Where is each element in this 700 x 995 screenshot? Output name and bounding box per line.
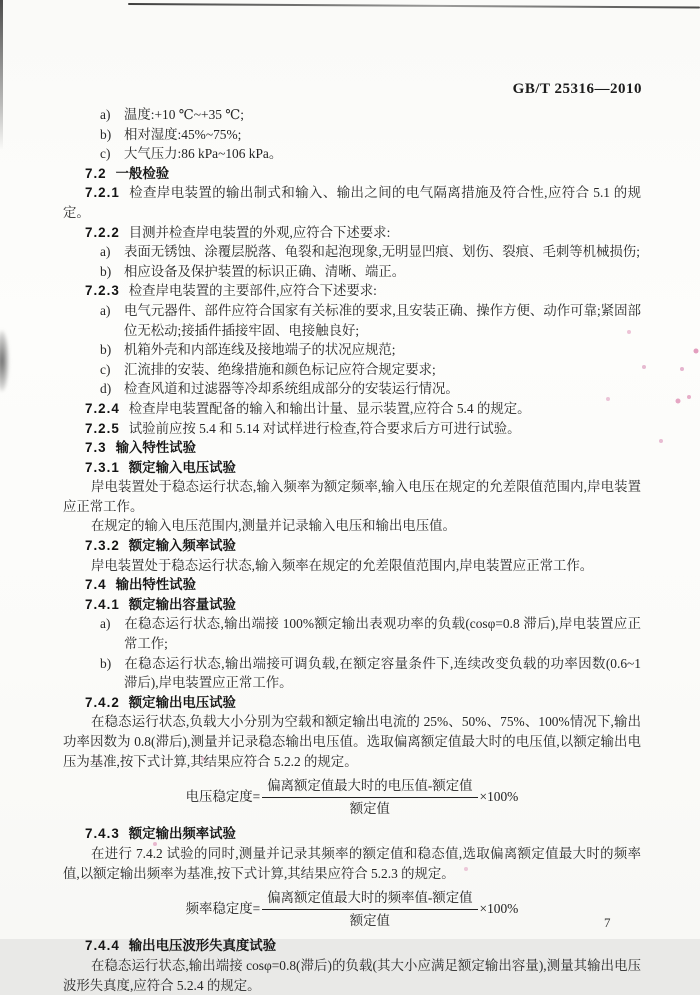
paragraph: 岸电装置处于稳态运行状态,输入频率在规定的允差限值范围内,岸电装置应正常工作。 (91, 557, 594, 573)
clause-number: 7.2.1 (85, 185, 120, 201)
section-heading (63, 575, 641, 595)
list-item (100, 105, 641, 125)
heading-number: 7.4.3 (85, 826, 120, 842)
clause-text: 检查岸电装置的输出制式和输入、输出之间的电气隔离措施及符合性,应符合 5.1 的规定。 (63, 185, 641, 220)
clause-number: 7.2.2 (85, 224, 120, 240)
section-heading (63, 936, 641, 956)
heading-title: 额定输入频率试验 (128, 538, 236, 554)
heading-title: 额定输出频率试验 (128, 826, 236, 842)
paragraph: 在进行 7.4.2 试验的同时,测量并记录其频率的额定值和稳态值,选取偏离额定值最大时的频率值,以额定输出频率为基准,按下式计算,其结果应符合 5.2.3 的规定。 (63, 845, 641, 881)
list-item-text: 相对湿度:45%~75%; (124, 126, 242, 142)
scan-artifact-left-smudge (0, 330, 9, 392)
heading-title: 输出特性试验 (115, 577, 196, 593)
list-item (100, 654, 641, 693)
list-item-label: a) (100, 302, 111, 318)
clause-text: 试验前应按 5.4 和 5.14 对试样进行检查,符合要求后方可进行试验。 (128, 420, 521, 436)
paragraph: 在稳态运行状态,输出端接 cosφ=0.8(滞后)的负载(其大小应满足额定输出容量),测量其输出电压波形失真度,应符合 5.2.4 的规定。 (63, 957, 641, 993)
section-heading (63, 824, 641, 844)
list-item-label: c) (100, 146, 111, 162)
clause-text: 目测并检查岸电装置的外观,应符合下述要求: (128, 224, 391, 240)
heading-title: 额定输出容量试验 (128, 596, 236, 612)
clause-number: 7.2.5 (85, 420, 120, 436)
list-item-label: b) (100, 263, 112, 279)
formula-lhs: 电压稳定度= (185, 789, 261, 805)
clause-number: 7.2.3 (85, 283, 120, 299)
list-item-label: b) (100, 126, 112, 142)
clause (63, 183, 641, 222)
formula-lhs: 频率稳定度= (185, 901, 261, 917)
list-item-text: 机箱外壳和内部连线及接地端子的状况应规范; (124, 342, 396, 358)
list-item (100, 125, 641, 145)
section-heading (63, 536, 641, 556)
scan-artifact-left-edge-strip (0, 0, 3, 150)
heading-title: 额定输出电压试验 (128, 694, 236, 710)
list-item (100, 242, 641, 262)
paragraph: 在稳态运行状态,负载大小分别为空载和额定输出电流的 25%、50%、75%、100%情况下,输出功率因数为 0.8(滞后),测量并记录稳态输出电压值。选取偏离额定值最大时的电压值,以额定输出电压为基准,按下式计算,其结果应符合 5.2.2 的规定。 (63, 714, 641, 769)
formula-numerator: 偏离额定值最大时的频率值-额定值 (262, 888, 477, 910)
heading-number: 7.4.4 (85, 938, 120, 954)
list-item (100, 379, 641, 399)
clause-number: 7.2.4 (85, 400, 120, 416)
formula-rhs: ×100% (479, 789, 519, 805)
heading-number: 7.3 (85, 440, 107, 456)
section-heading (63, 164, 641, 184)
list-item-label: a) (100, 107, 111, 122)
list-item-label: c) (100, 361, 111, 377)
clause-text: 检查岸电装置的主要部件,应符合下述要求: (128, 283, 377, 299)
heading-number: 7.4.2 (85, 694, 120, 710)
list-item-label: d) (100, 381, 112, 397)
list-item-label: a) (100, 244, 111, 260)
formula-fraction (262, 888, 477, 930)
formula-rhs: ×100% (479, 901, 519, 917)
clause (63, 399, 641, 419)
list-item (100, 144, 641, 164)
list-item-text: 相应设备及保护装置的标识正确、清晰、端正。 (124, 263, 406, 279)
clause (63, 419, 641, 439)
heading-number: 7.2 (85, 165, 107, 181)
list-item-text: 大气压力:86 kPa~106 kPa。 (124, 146, 283, 162)
scan-artifact-top-edge-line (128, 3, 700, 8)
standard-number-header: GB/T 25316—2010 (512, 81, 642, 97)
heading-title: 一般检验 (115, 165, 170, 181)
heading-number: 7.4.1 (85, 596, 120, 612)
heading-title: 输出电压波形失真度试验 (128, 938, 277, 954)
scan-artifact-pink-speckles (0, 0, 2, 2)
clause-text: 检查岸电装置配备的输入和输出计量、显示装置,应符合 5.4 的规定。 (128, 400, 531, 416)
list-item-text: 汇流排的安装、绝缘措施和颜色标记应符合规定要求; (124, 361, 436, 377)
section-heading (63, 595, 641, 615)
formula-denominator: 额定值 (349, 800, 390, 816)
page-number: 7 (604, 915, 611, 930)
heading-number: 7.3.1 (85, 459, 120, 475)
list-item-text: 在稳态运行状态,输出端接可调负载,在额定容量条件下,连续改变负载的功率因数(0.6~1 滞后),岸电装置应正常工作。 (124, 655, 641, 691)
formula (63, 888, 641, 930)
heading-number: 7.4 (85, 577, 107, 593)
list-item-label: a) (100, 616, 111, 632)
formula-numerator: 偏离额定值最大时的电压值-额定值 (262, 776, 477, 798)
list-item (100, 614, 641, 653)
heading-title: 输入特性试验 (115, 440, 196, 456)
paragraph: 在规定的输入电压范围内,测量并记录输入电压和输出电压值。 (91, 518, 456, 534)
heading-title: 额定输入电压试验 (128, 459, 236, 475)
list-item-label: b) (100, 342, 112, 358)
list-item (100, 360, 641, 380)
formula-fraction (262, 776, 477, 818)
section-heading (63, 438, 641, 458)
document-body (63, 105, 641, 995)
list-item-label: b) (100, 655, 112, 671)
list-item-text: 在稳态运行状态,输出端接 100%额定输出表观功率的负载(cosφ=0.8 滞后),岸电装置应正常工作; (124, 616, 641, 652)
list-item-text: 电气元器件、部件应符合国家有关标准的要求,且安装正确、操作方便、动作可靠;紧固部位无松动;接插件插接牢固、电接触良好; (124, 302, 641, 338)
clause (63, 281, 641, 301)
list-item (100, 262, 641, 282)
list-item-text: 温度:+10 ℃~+35 ℃; (124, 107, 245, 122)
heading-number: 7.3.2 (85, 538, 120, 554)
section-heading (63, 693, 641, 713)
clause (63, 223, 641, 243)
paragraph: 岸电装置处于稳态运行状态,输入频率为额定频率,输入电压在规定的允差限值范围内,岸电装置应正常工作。 (63, 479, 641, 514)
list-item (100, 301, 641, 340)
formula (63, 776, 641, 818)
formula-denominator: 额定值 (349, 912, 390, 928)
list-item-text: 表面无锈蚀、涂覆层脱落、龟裂和起泡现象,无明显凹痕、划伤、裂痕、毛刺等机械损伤; (124, 244, 640, 260)
list-item (100, 340, 641, 360)
list-item-text: 检查风道和过滤器等冷却系统组成部分的安装运行情况。 (124, 381, 459, 397)
section-heading (63, 458, 641, 478)
